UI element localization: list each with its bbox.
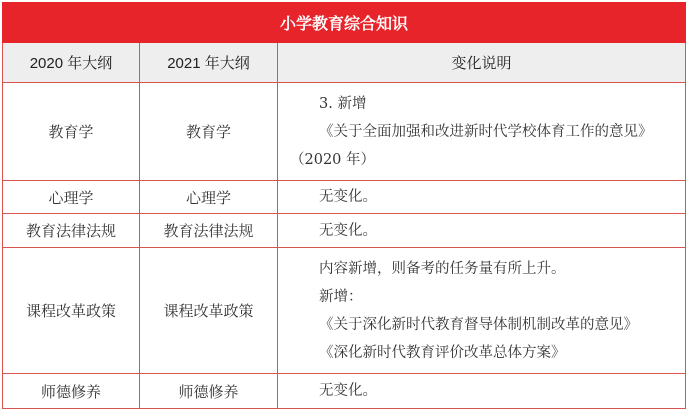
cell-change-description	[278, 374, 686, 409]
table-title-row	[3, 3, 686, 43]
table-row	[3, 181, 686, 214]
table-row	[3, 374, 686, 409]
cell-change-description	[278, 214, 686, 248]
table-header-row	[3, 43, 686, 83]
change-line: 《关于全面加强和改进新时代学校体育工作的意见》（2020 年）	[290, 123, 653, 168]
change-line: 无变化。	[319, 222, 377, 239]
cell-2020-subject: 师德修养	[3, 374, 140, 409]
cell-2021-subject: 教育学	[140, 83, 278, 181]
header-change-description: 变化说明	[278, 43, 686, 83]
cell-2021-subject: 课程改革政策	[140, 248, 278, 374]
cell-change-description	[278, 83, 686, 181]
cell-change-description	[278, 248, 686, 374]
change-line: 无变化。	[319, 189, 377, 205]
change-line: 《深化新时代教育评价改革总体方案》	[319, 344, 566, 361]
change-line: 无变化。	[319, 383, 377, 399]
change-line: 内容新增，则备考的任务量有所上升。	[319, 260, 566, 277]
cell-2021-subject: 师德修养	[140, 374, 278, 409]
cell-2021-subject: 教育法律法规	[140, 214, 278, 248]
table-title: 小学教育综合知识	[3, 3, 686, 43]
cell-2021-subject: 心理学	[140, 181, 278, 214]
cell-2020-subject: 教育学	[3, 83, 140, 181]
change-line: 《关于深化新时代教育督导体制机制改革的意见》	[319, 316, 638, 333]
table-row	[3, 214, 686, 248]
header-2021-outline: 2021 年大纲	[140, 43, 278, 83]
table-row	[3, 248, 686, 374]
cell-2020-subject: 教育法律法规	[3, 214, 140, 248]
change-line: 3. 新增	[319, 95, 367, 112]
cell-2020-subject: 心理学	[3, 181, 140, 214]
table-row	[3, 83, 686, 181]
header-2020-outline: 2020 年大纲	[3, 43, 140, 83]
change-line: 新增：	[319, 288, 363, 305]
cell-2020-subject: 课程改革政策	[3, 248, 140, 374]
cell-change-description	[278, 181, 686, 214]
syllabus-comparison-table	[2, 2, 686, 409]
